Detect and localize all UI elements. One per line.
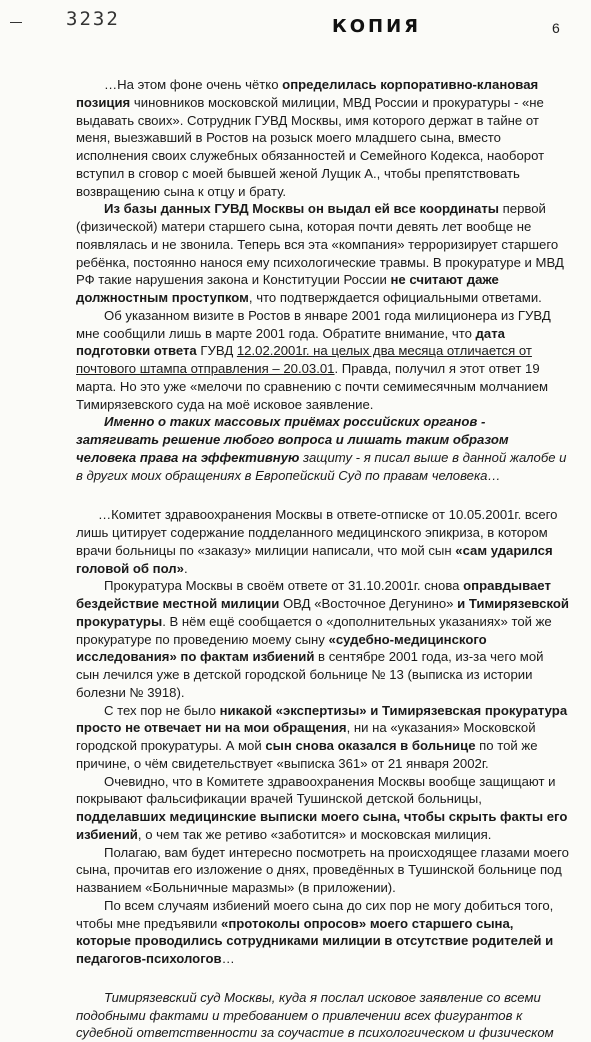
paragraph-5 — [76, 506, 570, 577]
handwritten-number: 3232 — [66, 8, 120, 30]
paragraph-9 — [76, 844, 570, 897]
text: Очевидно, что в Комитете здравоохранения Москвы вообще защищают и покрывают фальсификации врачей Тушинской детской больницы, — [76, 773, 556, 807]
italic-text: Тимирязевский суд Москвы, куда я послал исковое заявление со всеми подобными фактами и требованием о привлечении всех фигурантов к судебной ответственности за соучастие в психологическом и физическом — [76, 989, 554, 1041]
text: …На этом фоне очень чётко — [104, 77, 283, 92]
paragraph-8 — [76, 773, 570, 844]
paragraph-1 — [76, 76, 570, 200]
spacer — [76, 484, 570, 506]
bold-text: «судебно-медицинского исследования» по фактам избиений — [76, 631, 487, 665]
margin-dash — [10, 22, 22, 23]
paragraph-2 — [76, 200, 570, 307]
bold-text: и Тимирязевской прокуратуры — [76, 596, 569, 629]
text: По всем случаям избиений моего сына до сих пор не могу добиться того, чтобы мне предъявили — [76, 897, 554, 931]
bold-text: оправдывает бездействие местной милиции — [76, 578, 551, 611]
text: … — [221, 951, 235, 966]
text: . — [183, 560, 188, 576]
bold-text: сын снова оказался в больнице — [265, 738, 476, 753]
paragraph-7 — [76, 702, 570, 773]
document-body — [76, 76, 570, 1042]
text: , ни на «указания» Московской городской прокуратуры. А мой — [76, 720, 536, 753]
text: чиновников московской милиции, МВД России и прокуратуры - «не выдавать своих». Сотрудник ГУВД Москвы, имя которого держат в тайне от меня, выезжавший в Ростов на розыск моего младшего сына, вместо исполнения своих служебных обязанностей и Семейного Кодекса, наоборот вступил в сговор с моей бывшей женой Лущик А., чтобы препятствовать возвращению сына к отцу и брату. — [76, 94, 545, 199]
page-number: 6 — [552, 20, 560, 36]
bold-text: определилась корпоративно-клановая позиция — [76, 77, 539, 110]
text: ОВД «Восточное Дегунино» — [279, 596, 458, 611]
paragraph-3 — [76, 307, 570, 414]
spacer — [76, 968, 570, 989]
italic-text: защиту - я писал выше в данной жалобе и в других моих обращениях в Европейский Суд по правам человека… — [76, 449, 567, 483]
text: по той же причине, о чём свидетельствует «выписка 361» от 21 января 2002г. — [76, 738, 538, 771]
bold-italic-text: Именно о таких массовых приёмах российских органов - затягивать решение любого вопроса и лишать таким образом человека права на эффективную — [76, 414, 509, 465]
text: Полагаю, вам будет интересно посмотреть на происходящее глазами моего сына, прочитав его изложение о днях, проведённых в Тушинской больнице под названием «Больничные маразмы» (в приложении). — [76, 844, 569, 895]
text: . В нём ещё сообщается о «дополнительных указаниях» той же прокуратуре по проведению моему сыну — [76, 613, 552, 647]
bold-text: не считают даже должностным проступком — [76, 272, 499, 305]
text: первой (физической) матери старшего сына, которая почти девять лет вообще не появлялась и не звонила. Теперь вся эта «компания» терроризирует старшего ребёнка, постоянно нанося ему психологические травмы. В прокуратуре и МВД РФ такие нарушения закона и Конституции России — [76, 201, 564, 288]
text: , о чем так же ретиво «заботится» и московская милиция. — [137, 826, 492, 842]
paragraph-10 — [76, 897, 570, 968]
paragraph-6 — [76, 577, 570, 701]
bold-text: «сам ударился головой об пол» — [76, 542, 553, 576]
bold-text: Из базы данных ГУВД Москвы он выдал ей все координаты — [104, 201, 500, 217]
bold-text: никакой «экспертизы» и Тимирязевская прокуратура просто не отвечает ни на мои обращения — [76, 702, 568, 736]
paragraph-4 — [76, 413, 570, 484]
text: Об указанном визите в Ростов в январе 2001 года милиционера из ГУВД мне сообщили лишь в марте 2001 года. Обратите внимание, что — [76, 307, 551, 341]
bold-text: «протоколы опросов» моего старшего сына, которые проводились сотрудниками милиции в отсутствие родителей и педагогов-психологов — [76, 915, 554, 966]
text: ГУВД — [196, 343, 237, 359]
copy-stamp: КОПИЯ — [332, 16, 422, 37]
text: в сентябре 2001 года, из-за чего мой сын лечился уже в детской городской больнице № 13 (выписка из истории болезни № 3918). — [76, 649, 544, 700]
paragraph-11 — [76, 989, 570, 1042]
underlined-text: 12.02.2001г. на целых два месяца отличается от почтового штампа отправления – 20.03.01 — [76, 343, 532, 376]
text: . Правда, получил я этот ответ 19 марта. Но это уже «мелочи по сравнению с почти семимесячным молчанием Тимирязевского суда на моё исковое заявление. — [76, 361, 549, 412]
bold-text: дата подготовки ответа — [76, 325, 505, 359]
bold-text: подделавших медицинские выписки моего сына, чтобы скрыть факты его избиений — [76, 809, 568, 842]
text: С тех пор не было — [104, 702, 220, 718]
text: Прокуратура Москвы в своём ответе от 31.10.2001г. снова — [104, 578, 464, 594]
text: …Комитет здравоохранения Москвы в ответе-отписке от 10.05.2001г. всего лишь цитирует содержание подделанного медицинского эпикриза, в котором врачи больницы по «заказу» милиции написали, что мой сын — [76, 507, 558, 558]
text: , что подтверждается официальными ответами. — [248, 290, 542, 305]
